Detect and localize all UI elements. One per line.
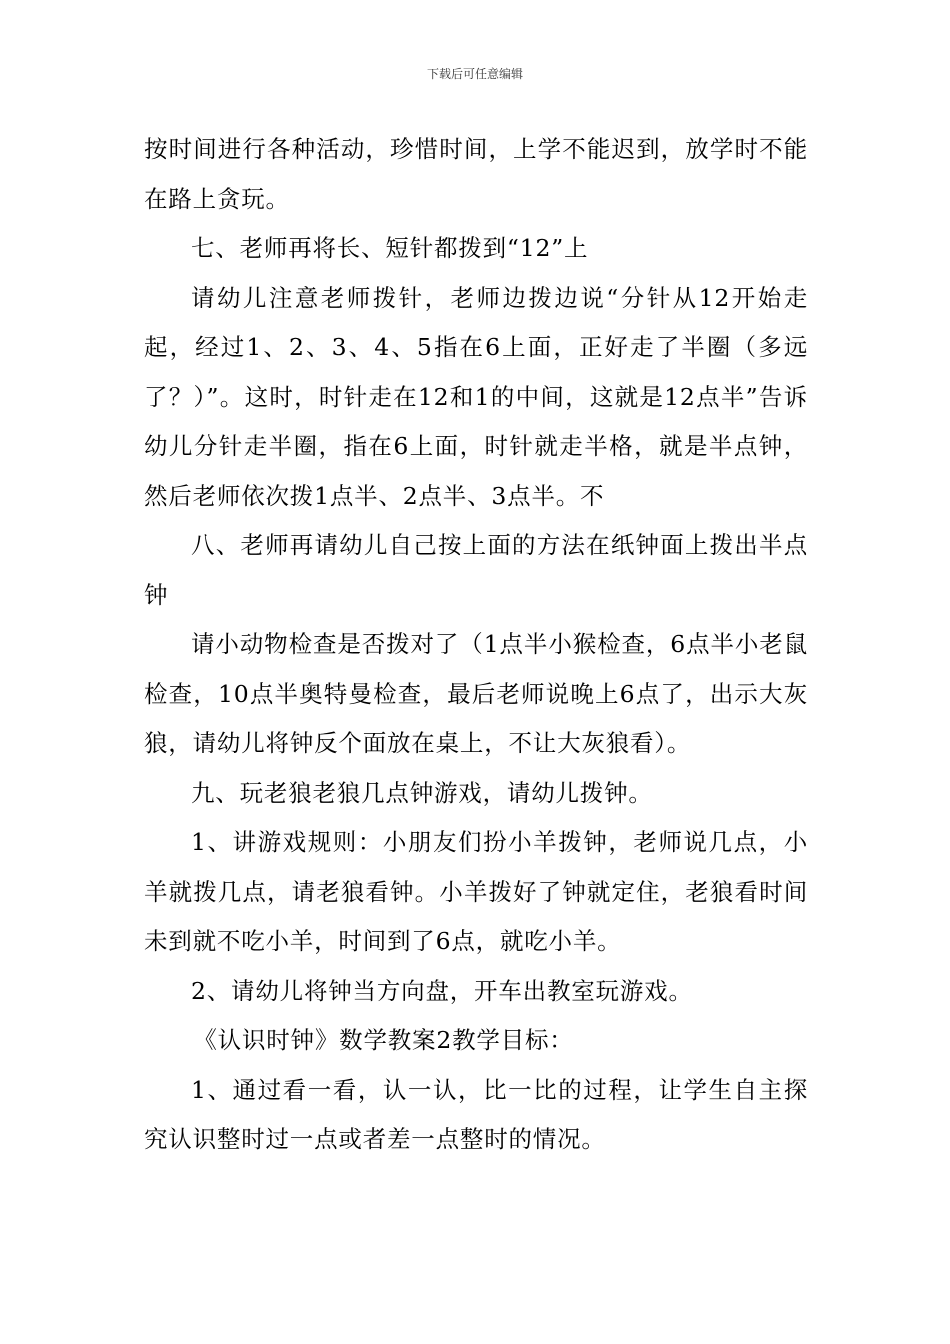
paragraph-game-rules: 1、讲游戏规则：小朋友们扮小羊拨钟，老师说几点，小羊就拨几点，请老狼看钟。小羊拨好了钟就定住，老狼看时间未到就不吃小羊，时间到了6点，就吃小羊。: [144, 828, 808, 955]
paragraph-step-nine: 九、玩老狼老狼几点钟游戏，请幼儿拨钟。: [191, 778, 653, 807]
document-body: [144, 125, 808, 1165]
paragraph-continuation: 按时间进行各种活动，珍惜时间，上学不能迟到，放学时不能在路上贪玩。: [144, 135, 808, 213]
page-header-note: 下载后可任意编辑: [426, 67, 523, 81]
lesson-plan-title: 《认识时钟》数学教案2教学目标：: [193, 1026, 574, 1054]
paragraph-clock-demo: 请幼儿注意老师拨针，老师边拨边说“分针从12开始走起，经过1、2、3、4、5指在6上面，正好走了半圈（多远了？）”。这时，时针走在12和1的中间，这就是12点半”告诉幼儿分针走半圈，指在6上面，时针就走半格，就是半点钟，然后老师依次拨1点半、2点半、3点半。不: [144, 283, 808, 510]
paragraph-game-drive: 2、请幼儿将钟当方向盘，开车出教室玩游戏。: [191, 976, 693, 1005]
paragraph-step-seven: 七、老师再将长、短针都拨到“12”上: [191, 234, 589, 262]
paragraph-step-eight: 八、老师再请幼儿自己按上面的方法在纸钟面上拨出半点钟: [144, 531, 808, 609]
paragraph-objective-one: 1、通过看一看，认一认，比一比的过程，让学生自主探究认识整时过一点或者差一点整时的情况。: [144, 1075, 808, 1153]
paragraph-animal-check: 请小动物检查是否拨对了（1点半小猴检查，6点半小老鼠检查，10点半奥特曼检查，最后老师说晚上6点了，出示大灰狼，请幼儿将钟反个面放在桌上，不让大灰狼看）。: [144, 630, 808, 757]
